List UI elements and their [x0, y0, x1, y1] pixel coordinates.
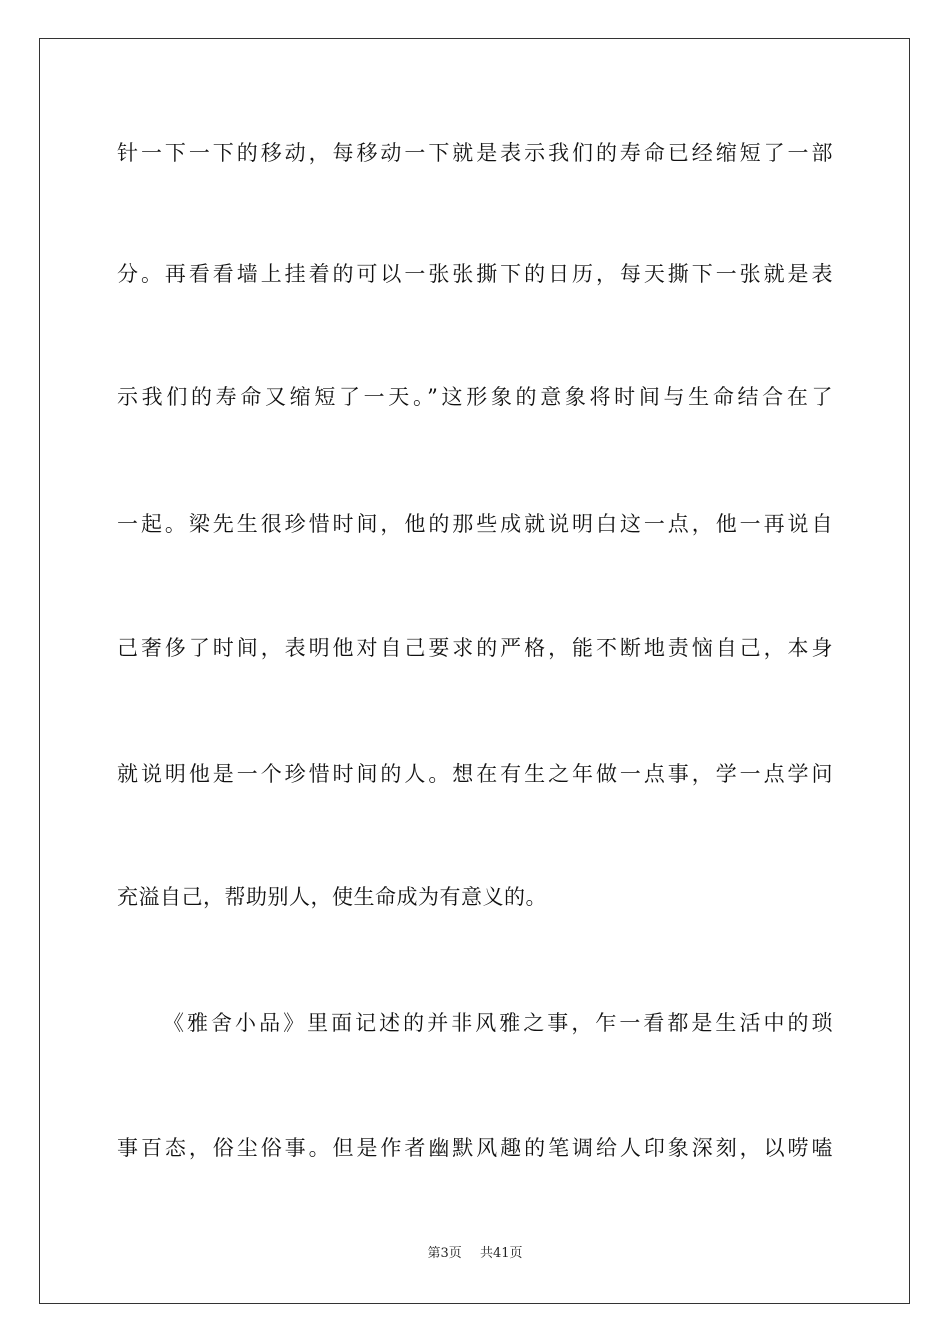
text-line: 己奢侈了时间，表明他对自己要求的严格，能不断地责恼自己，本身: [117, 636, 833, 660]
text-line: 《雅舍小品》里面记述的并非风雅之事，乍一看都是生活中的琐: [163, 1011, 833, 1035]
text-line: 分。再看看墙上挂着的可以一张张撕下的日历，每天撕下一张就是表: [117, 262, 833, 286]
page-number: 第3页: [427, 1246, 462, 1261]
text-line: 就说明他是一个珍惜时间的人。想在有生之年做一点事，学一点学问: [117, 762, 833, 786]
text-line: 针一下一下的移动，每移动一下就是表示我们的寿命已经缩短了一部: [117, 141, 833, 165]
text-line: 一起。梁先生很珍惜时间，他的那些成就说明白这一点，他一再说自: [117, 512, 833, 536]
text-line: 示我们的寿命又缩短了一天。”这形象的意象将时间与生命结合在了: [117, 385, 833, 409]
text-line: 充溢自己，帮助别人，使生命成为有意义的。: [117, 885, 547, 909]
page-border: [39, 38, 910, 1304]
text-line: 事百态，俗尘俗事。但是作者幽默风趣的笔调给人印象深刻，以唠嗑: [117, 1136, 833, 1160]
page-total: 共41页: [479, 1246, 523, 1261]
page-footer: [0, 1245, 950, 1263]
